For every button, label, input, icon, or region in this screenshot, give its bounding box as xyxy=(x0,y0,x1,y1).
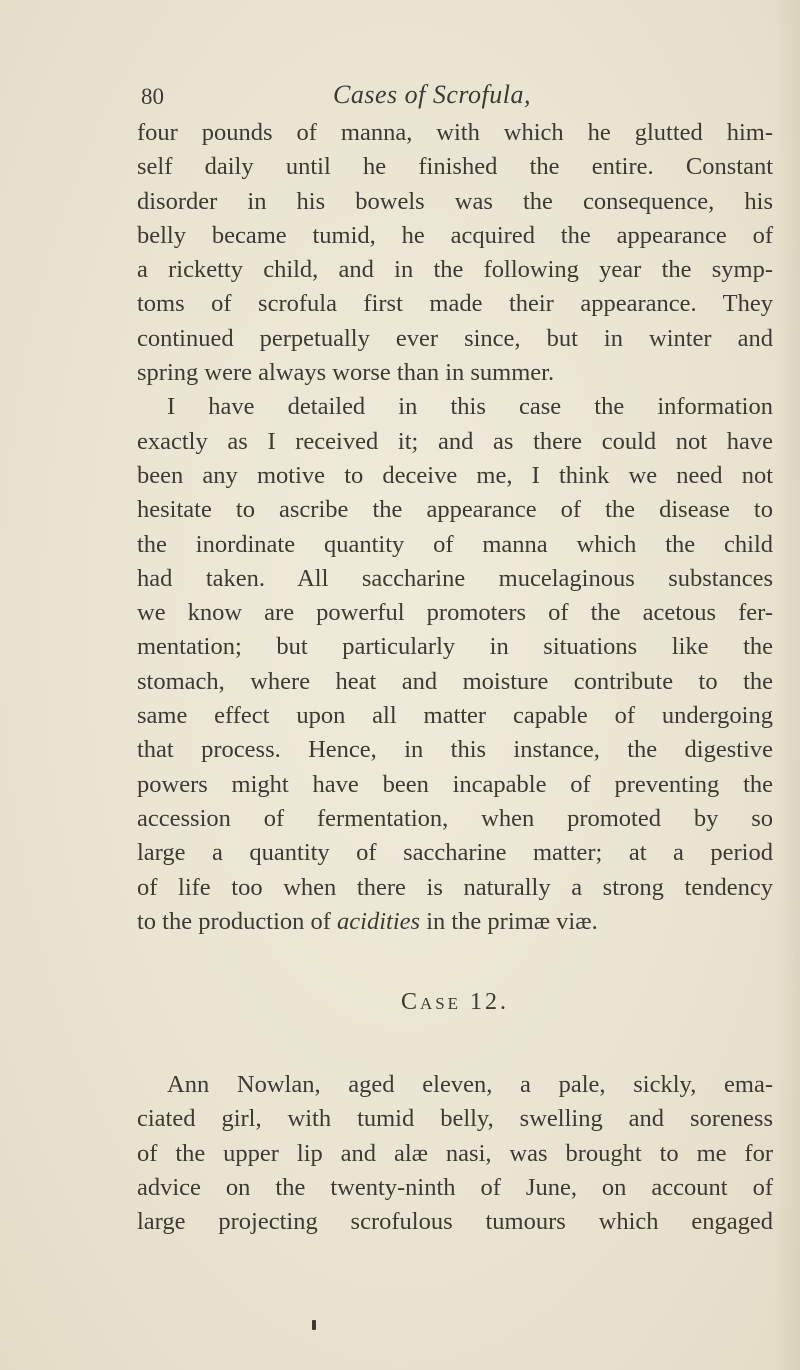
text-line-with-italic xyxy=(137,905,773,939)
text-line: self daily until he finished the entire. Constant xyxy=(137,153,773,181)
text-line: hesitate to ascribe the appearance of the disease to xyxy=(137,496,773,524)
page-text xyxy=(137,78,773,1240)
text-fragment: to the production of xyxy=(137,907,338,935)
text-line: advice on the twenty-ninth of June, on account of xyxy=(137,1174,773,1202)
text-line: I have detailed in this case the information xyxy=(167,393,773,421)
text-line: we know are powerful promoters of the acetous fer- xyxy=(137,599,773,627)
text-line: belly became tumid, he acquired the appearance of xyxy=(137,221,773,249)
footer-ink-mark xyxy=(312,1320,316,1330)
text-line: exactly as I received it; and as there could not have xyxy=(137,427,773,455)
text-line: same effect upon all matter capable of undergoing xyxy=(137,702,773,730)
text-line: disorder in his bowels was the consequence, his xyxy=(137,187,773,215)
text-line: mentation; but particularly in situations like the xyxy=(137,633,773,661)
text-line: toms of scrofula first made their appearance. They xyxy=(137,290,773,318)
paragraph-3 xyxy=(137,1068,773,1239)
text-line: had taken. All saccharine mucelaginous substances xyxy=(137,564,773,592)
text-line: continued perpetually ever since, but in winter and xyxy=(137,324,773,352)
case-heading: Case 12. xyxy=(400,989,510,1016)
text-line: of life too when there is naturally a strong tendency xyxy=(137,873,773,901)
text-line: the inordinate quantity of manna which the child xyxy=(137,530,773,558)
text-line: ciated girl, with tumid belly, swelling and soreness xyxy=(137,1105,773,1133)
text-line: of the upper lip and alæ nasi, was brought to me for xyxy=(137,1139,773,1167)
text-line: Ann Nowlan, aged eleven, a pale, sickly, ema- xyxy=(167,1071,773,1099)
text-line: large projecting scrofulous tumours which engaged xyxy=(137,1208,773,1236)
text-line: been any motive to deceive me, I think we need not xyxy=(137,461,773,489)
text-line: spring were always worse than in summer. xyxy=(137,359,555,387)
paragraph-1 xyxy=(137,116,773,390)
text-line: accession of fermentation, when promoted by so xyxy=(137,804,773,832)
paragraph-2 xyxy=(137,390,773,939)
text-line: that process. Hence, in this instance, the digestive xyxy=(137,736,773,764)
page-number: 80 xyxy=(141,84,164,109)
text-line: powers might have been incapable of preventing the xyxy=(137,770,773,798)
text-line: four pounds of manna, with which he glutted him- xyxy=(137,119,773,146)
text-line: stomach, where heat and moisture contribute to the xyxy=(137,667,773,695)
page-gutter-shadow xyxy=(774,0,800,1370)
italic-term: acidities xyxy=(337,907,421,935)
text-fragment: in the primæ viæ. xyxy=(420,907,598,935)
page-header xyxy=(137,78,773,116)
text-line: a ricketty child, and in the following year the symp- xyxy=(137,256,773,284)
running-head: Cases of Scrofula, xyxy=(333,80,531,109)
text-line: large a quantity of saccharine matter; at a period xyxy=(137,839,773,867)
